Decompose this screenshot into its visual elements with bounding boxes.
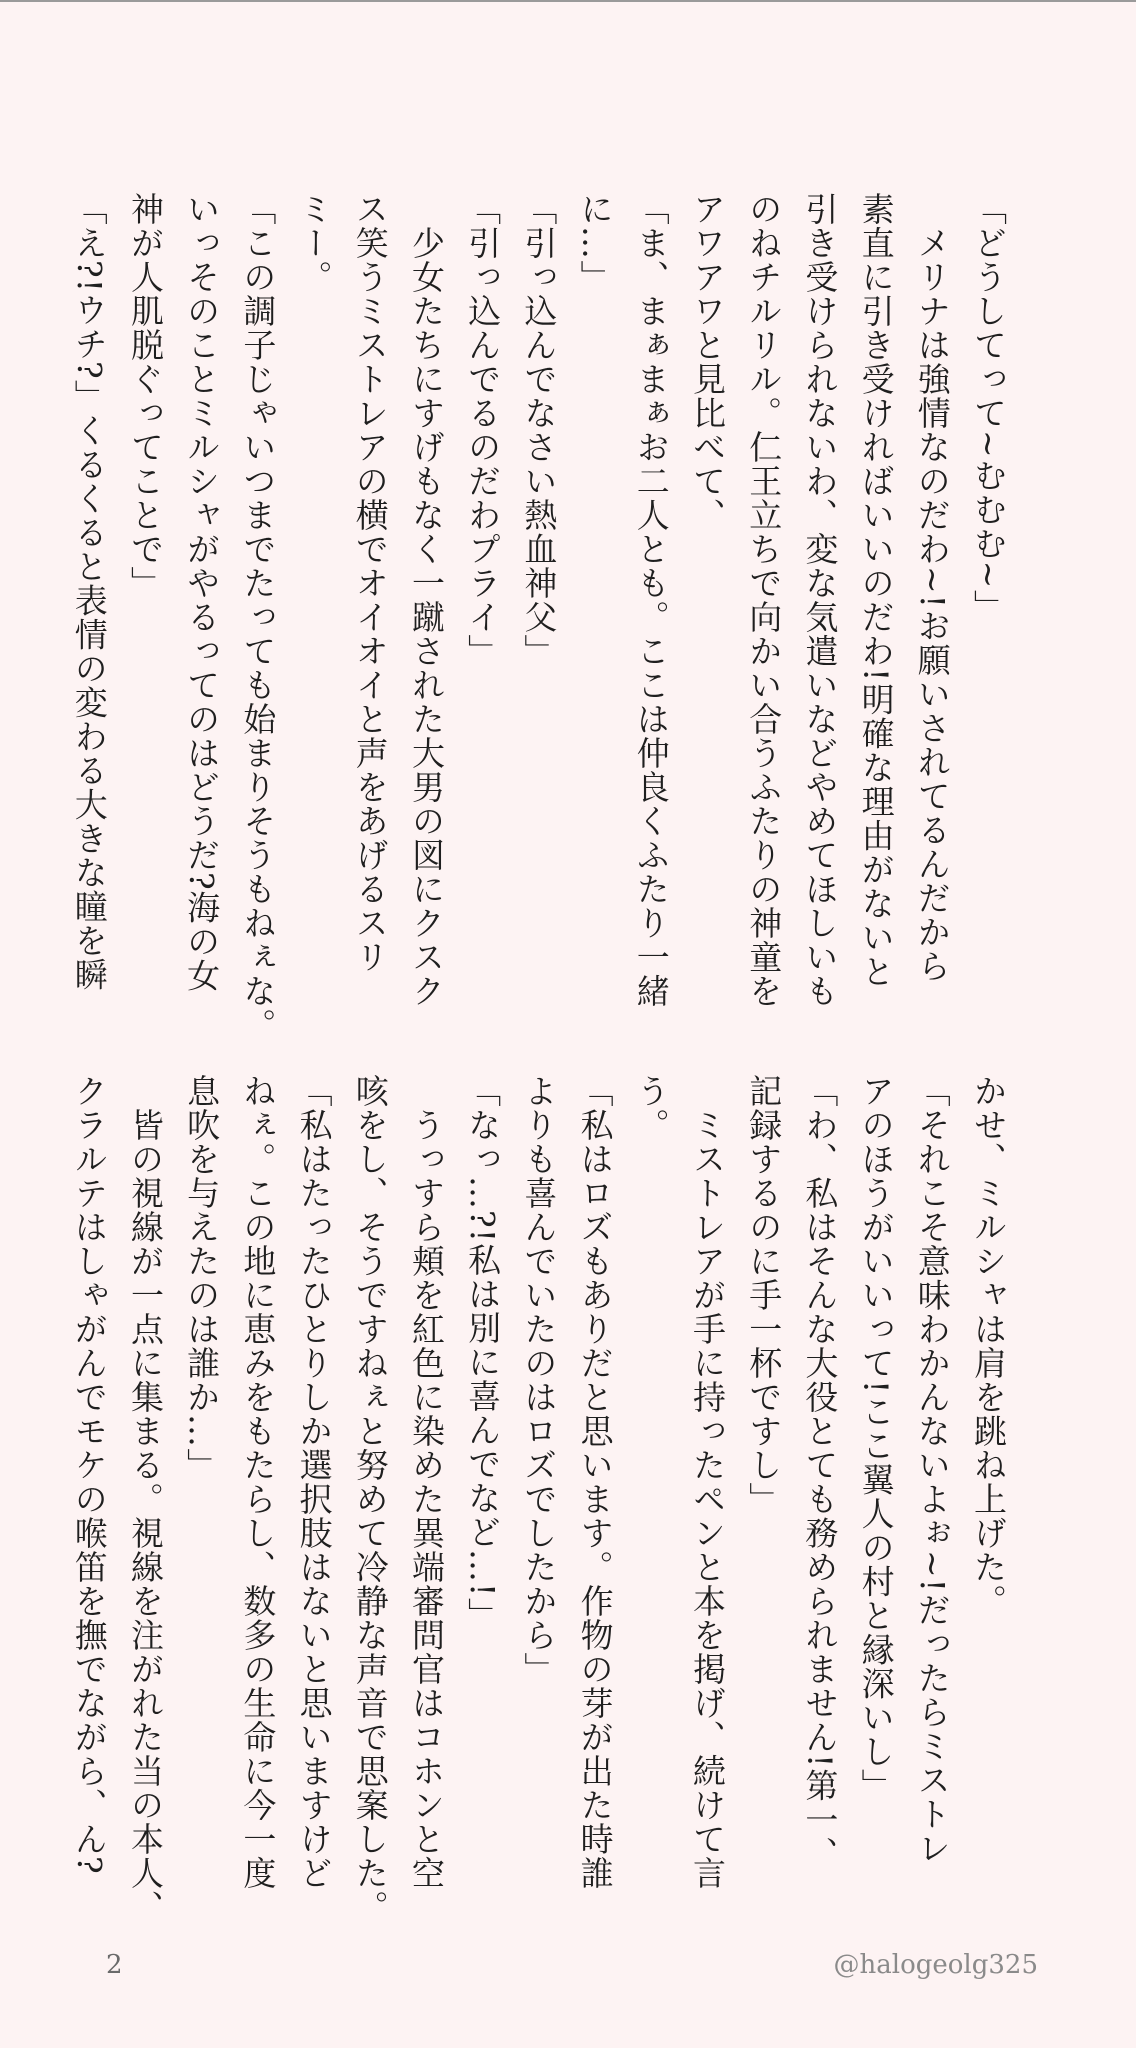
text-line: ねぇ。この地に恵みをもたらし、数多の生命に今一度 [238,1074,278,1890]
text-column-upper [69,192,1016,1042]
text-line: 「わ、私はそんな大役とても務められません!第一、 [800,1074,840,1871]
text-line: 記録するのに手一杯ですし」 [744,1074,784,1516]
text-line: 「どうしてって~むむむ~」 [969,192,1008,624]
text-line: アのほうがいいって!ここ翼人の村と縁深いし」 [856,1074,896,1803]
text-line: う。 [631,1074,671,1142]
text-line: 咳をし、そうですねぇと努めて冷静な声音で思案した。 [350,1074,390,1924]
text-line: うっすら頬を紅色に染めた異端審問官はコホンと空 [406,1074,446,1890]
text-line: 皆の視線が一点に集まる。視線を注がれた当の本人、 [125,1074,165,1924]
text-line: 神が人肌脱ぐってことで」 [125,192,165,600]
text-line: ス笑うミストレアの横でオイオイと声をあげるスリ [350,192,390,974]
text-line: アワアワと見比べて、 [687,192,727,532]
text-line: クラルテはしゃがんでモケの喉笛を撫でながら、ん? [69,1074,109,1875]
text-line: 「私はたったひとりしか選択肢はないと思いますけど [294,1074,334,1890]
text-column-lower [69,1074,1016,1924]
text-line: 「この調子じゃいつまでたっても始まりそうもねぇな。 [238,192,278,1042]
page-number: 2 [106,1950,123,1980]
text-line: のねチルリル。仁王立ちで向かい合うふたりの神童を [744,192,784,1008]
text-line: 「え?!ウチ?」くるくると表情の変わる大きな瞳を瞬 [69,192,109,992]
text-line: 息吹を与えたのは誰か…」 [182,1074,222,1482]
text-line: 「引っ込んでるのだわプライ」 [463,192,503,668]
text-line: ミー。 [294,192,334,294]
text-line: 「それこそ意味わかんないよぉ~!だったらミストレ [912,1074,952,1865]
text-line: いっそのことミルシャがやるってのはどうだ?海の女 [182,192,222,993]
text-line: メリナは強情なのだわ~!お願いされてるんだから [912,192,952,983]
top-border [0,0,1136,2]
text-line: かせ、ミルシャは肩を跳ね上げた。 [969,1074,1008,1618]
text-line: 「引っ込んでなさい熱血神父」 [519,192,559,668]
text-line: 「私はロズもありだと思います。作物の芽が出た時誰 [575,1074,615,1890]
text-line: ミストレアが手に持ったペンと本を掲げ、続けて言 [687,1074,727,1890]
text-line: 少女たちにすげもなく一蹴された大男の図にクスク [406,192,446,1008]
text-line: 「ま、まぁまぁお二人とも。ここは仲良くふたり一緒 [631,192,671,1008]
text-line: 「なっ…?!私は別に喜んでなど…!」 [463,1074,503,1632]
text-line: 引き受けられないわ、変な気遣いなどやめてほしいも [800,192,840,1008]
text-line: 素直に引き受ければいいのだわ!明確な理由がないと [856,192,896,989]
text-line: に…」 [575,192,615,294]
text-line: よりも喜んでいたのはロズでしたから」 [519,1074,559,1686]
author-handle: @halogeolg325 [833,1950,1038,1980]
